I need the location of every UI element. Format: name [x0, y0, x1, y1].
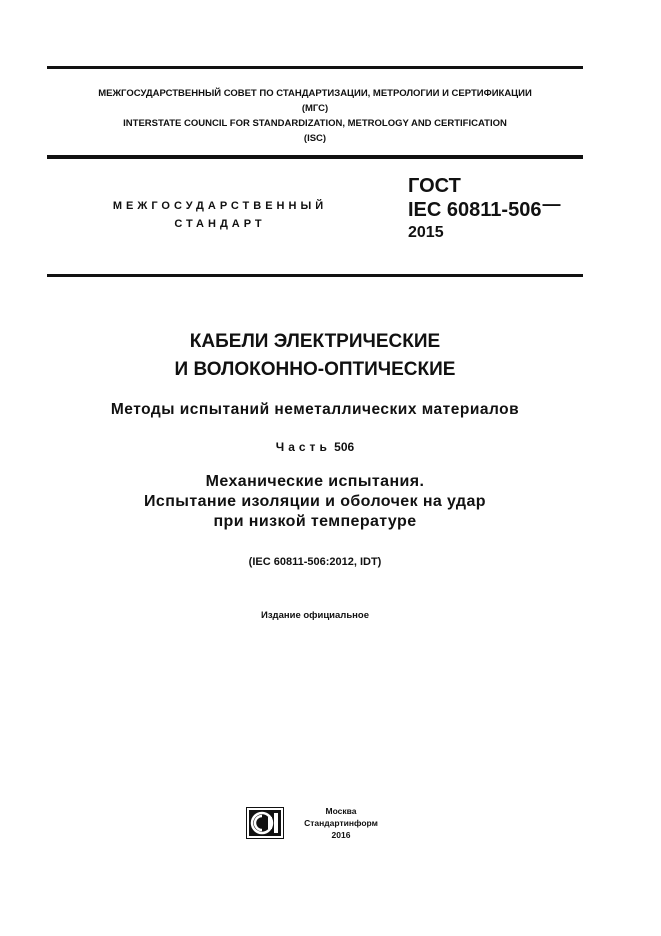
- publisher-year: 2016: [331, 830, 351, 840]
- publisher-name: Стандартинформ: [304, 818, 378, 828]
- council-header: [47, 86, 583, 146]
- iec-reference: (IEC 60811-506:2012, IDT): [248, 556, 382, 568]
- section-line3: при низкой температуре: [213, 513, 417, 530]
- standard-code-dash: —: [542, 194, 561, 214]
- council-en-abbr: (ISC): [303, 133, 327, 144]
- council-en-name: INTERSTATE COUNCIL FOR STANDARDIZATION, METROLOGY AND CERTIFICATION: [123, 118, 507, 129]
- title-line2: И ВОЛОКОННО-ОПТИЧЕСКИЕ: [174, 359, 456, 380]
- standard-code-year: 2015: [408, 224, 444, 241]
- document-subtitle: Методы испытаний неметаллических материалов: [110, 401, 520, 418]
- top-rule: [47, 66, 583, 69]
- edition-label: Издание официальное: [261, 610, 369, 621]
- council-ru-abbr: (МГС): [301, 103, 329, 114]
- standard-type-line1: МЕЖГОСУДАРСТВЕННЫЙ: [112, 200, 328, 212]
- part-label: [47, 440, 583, 454]
- section-title: [47, 472, 583, 532]
- publisher-info: [296, 805, 386, 841]
- standard-type: [60, 197, 380, 233]
- standard-code-prefix: ГОСТ: [408, 175, 461, 197]
- title-line1: КАБЕЛИ ЭЛЕКТРИЧЕСКИЕ: [189, 331, 441, 352]
- section-line2: Испытание изоляции и оболочек на удар: [144, 493, 486, 510]
- document-title: [47, 328, 583, 384]
- part-number: 506: [334, 440, 355, 454]
- council-ru-name: МЕЖГОСУДАРСТВЕННЫЙ СОВЕТ ПО СТАНДАРТИЗАЦИИ, МЕТРОЛОГИИ И СЕРТИФИКАЦИИ: [98, 88, 532, 99]
- standartinform-logo-icon: [246, 807, 284, 839]
- code-divider: [47, 274, 583, 277]
- standard-type-line2: СТАНДАРТ: [174, 218, 266, 230]
- standard-code-number: IEC 60811-506: [408, 199, 542, 221]
- section-line1: Механические испытания.: [205, 473, 425, 490]
- part-word: Часть: [275, 440, 331, 454]
- standard-code: [408, 174, 560, 244]
- standard-code-line: [408, 194, 561, 222]
- publisher-city: Москва: [325, 806, 357, 816]
- header-divider: [47, 155, 583, 159]
